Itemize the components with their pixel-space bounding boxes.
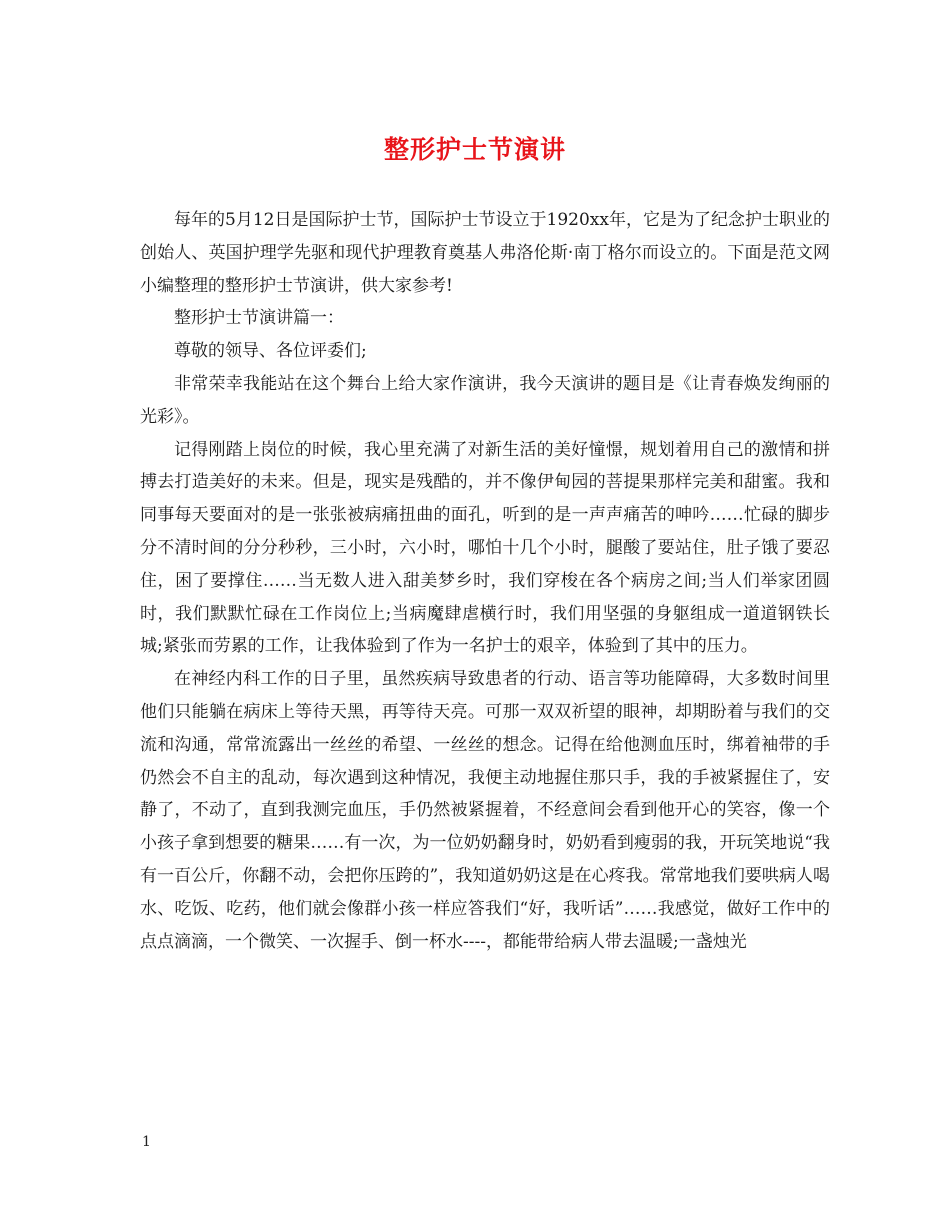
document-title: 整形护士节演讲 [383,135,566,164]
paragraph-intro: 每年的5月12日是国际护士节，国际护士节设立于1920xx年，它是为了纪念护士职业的创始人、英国护理学先驱和现代护理教育奠基人弗洛伦斯·南丁格尔而设立的。下面是范文网小编整理的整形护士节演讲，供大家参考! [140,210,830,296]
paragraph-opening: 非常荣幸我能站在这个舞台上给大家作演讲，我今天演讲的题目是《让青春焕发绚丽的光彩》。 [140,373,830,427]
paragraph-memory: 记得刚踏上岗位的时候，我心里充满了对新生活的美好憧憬，规划着用自己的激情和拼搏去打造美好的未来。但是，现实是残酷的，并不像伊甸园的菩提果那样完美和甜蜜。我和同事每天要面对的是一张张被病痛扭曲的面孔，听到的是一声声痛苦的呻吟……忙碌的脚步分不清时间的分分秒秒，三小时，六小时，哪怕十几个小时，腿酸了要站住，肚子饿了要忍住，困了要撑住……当无数人进入甜美梦乡时，我们穿梭在各个病房之间;当人们举家团圆时，我们默默忙碌在工作岗位上;当病魔肆虐横行时，我们用坚强的身躯组成一道道钢铁长城;紧张而劳累的工作，让我体验到了作为一名护士的艰辛，体验到了其中的压力。 [140,439,830,657]
page-number: 1 [142,1134,151,1150]
paragraph-neurology: 在神经内科工作的日子里，虽然疾病导致患者的行动、语言等功能障碍，大多数时间里他们只能躺在病床上等待天黑，再等待天亮。可那一双双祈望的眼神，却期盼着与我们的交流和沟通，常常流露出一丝丝的希望、一丝丝的想念。记得在给他测血压时，绑着袖带的手仍然会不自主的乱动，每次遇到这种情况，我便主动地握住那只手，我的手被紧握住了，安静了，不动了，直到我测完血压，手仍然被紧握着，不经意间会看到他开心的笑容，像一个小孩子拿到想要的糖果……有一次，为一位奶奶翻身时，奶奶看到瘦弱的我，开玩笑地说“我有一百公斤，你翻不动，会把你压跨的”，我知道奶奶这是在心疼我。常常地我们要哄病人喝水、吃饭、吃药，他们就会像群小孩一样应答我们“好，我听话”……我感觉，做好工作中的点点滴滴，一个微笑、一次握手、倒一杯水----，都能带给病人带去温暖;一盏烛光 [140,669,830,952]
paragraph-salutation: 尊敬的领导、各位评委们; [174,341,367,362]
document-body [140,204,830,958]
paragraph-section-heading: 整形护士节演讲篇一： [174,308,344,329]
